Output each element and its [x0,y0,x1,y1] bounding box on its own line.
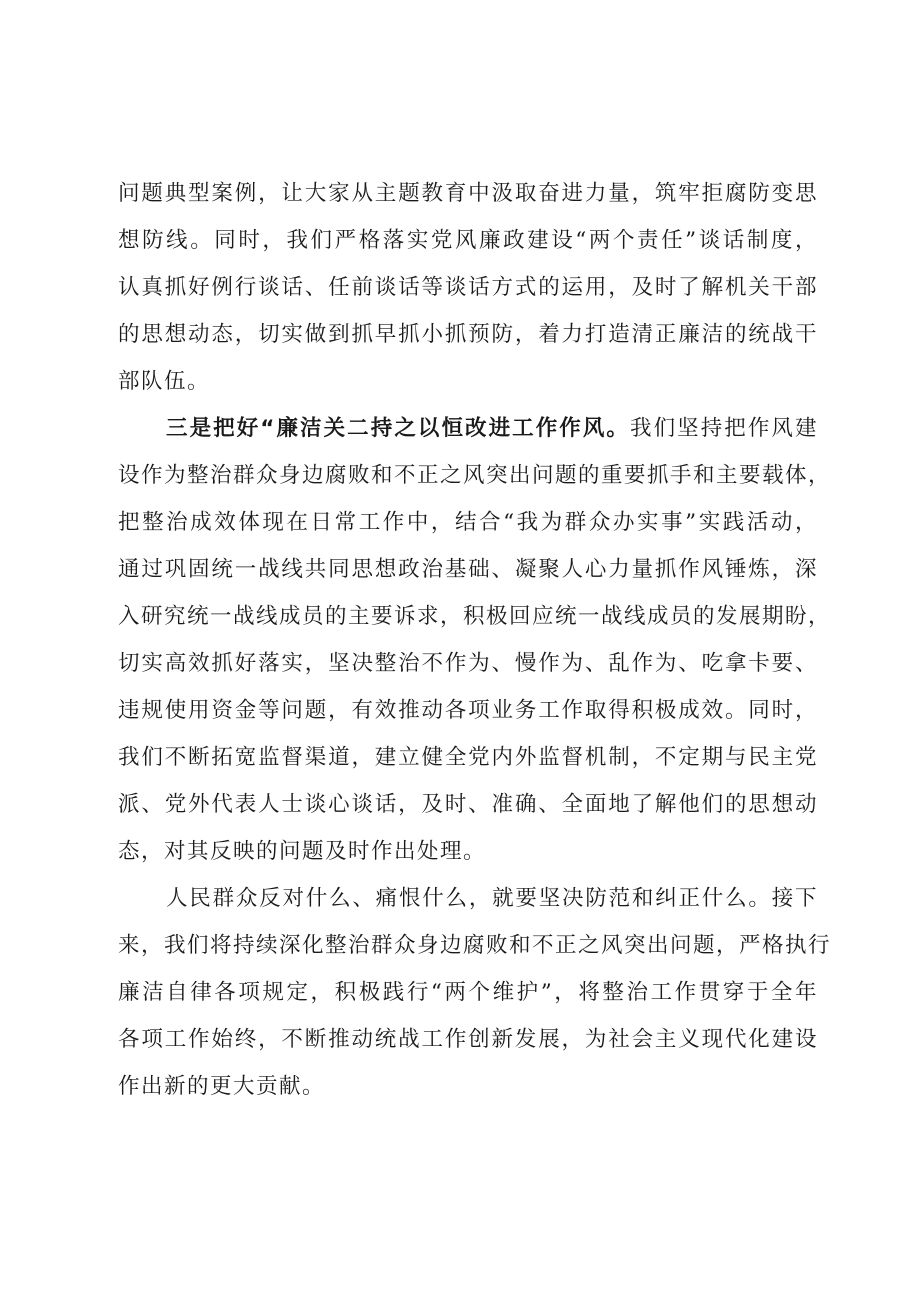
paragraph-1-line-3: 认真抓好例行谈话、任前谈话等谈话方式的运用，及时了解机关干部 [118,275,818,300]
paragraph-2-line-6: 切实高效抓好落实，坚决整治不作为、慢作为、乱作为、吃拿卡要、 [118,651,818,676]
paragraph-2-line-1 [166,409,818,449]
paragraph-2-line-5: 入研究统一战线成员的主要诉求，积极回应统一战线成员的发展期盼， [118,604,832,629]
paragraph-2-line-7: 违规使用资金等问题，有效推动各项业务工作取得积极成效。同时， [118,698,818,723]
paragraph-2-heading: 三是把好“廉洁关二持之以恒改进工作作风。 [166,416,630,441]
paragraph-2-line-3: 把整治成效体现在日常工作中，结合“我为群众办实事”实践活动， [118,510,818,535]
paragraph-3-line-2: 来，我们将持续深化整治群众身边腐败和不正之风突出问题，严格执行 [118,933,832,958]
paragraph-3-line-4: 各项工作始终，不断推动统战工作创新发展，为社会主义现代化建设 [118,1027,818,1052]
paragraph-2-line-8: 我们不断拓宽监督渠道，建立健全党内外监督机制，不定期与民主党 [118,745,818,770]
paragraph-3-line-3: 廉洁自律各项规定，积极践行“两个维护”，将整治工作贯穿于全年 [118,980,818,1005]
paragraph-1-line-2: 想防线。同时，我们严格落实党风廉政建设“两个责任”谈话制度， [118,228,818,253]
paragraph-2-line-10: 态，对其反映的问题及时作出处理。 [118,839,487,864]
paragraph-2-line-9: 派、党外代表人士谈心谈话，及时、准确、全面地了解他们的思想动 [118,792,818,817]
paragraph-2-line-2: 设作为整治群众身边腐败和不正之风突出问题的重要抓手和主要载体， [118,463,832,488]
paragraph-3-line-5: 作出新的更大贡献。 [118,1074,326,1099]
paragraph-1-line-5: 部队伍。 [118,369,211,394]
paragraph-1-line-4: 的思想动态，切实做到抓早抓小抓预防，着力打造清正廉洁的统战干 [118,322,818,347]
paragraph-2-line-4: 通过巩固统一战线共同思想政治基础、凝聚人心力量抓作风锤炼，深 [118,557,818,582]
paragraph-3-line-1: 人民群众反对什么、痛恨什么，就要坚决防范和纠正什么。接下 [166,886,818,911]
paragraph-2-line-1-rest: 我们坚持把作风建 [630,416,818,441]
paragraph-1-line-1: 问题典型案例，让大家从主题教育中汲取奋进力量，筑牢拒腐防变思 [118,181,818,206]
